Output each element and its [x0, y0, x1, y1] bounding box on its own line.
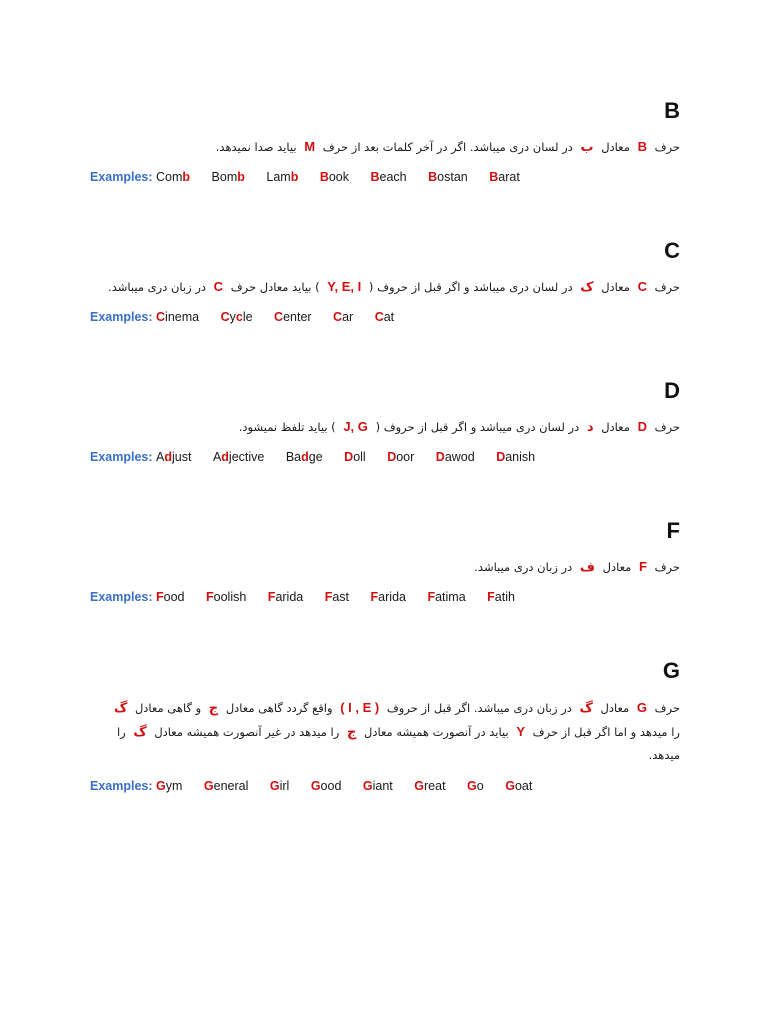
- rule-highlight: د: [586, 419, 594, 434]
- section-g: [88, 658, 680, 795]
- example-word: Book: [319, 170, 350, 184]
- rule-highlight: J, G: [343, 419, 368, 434]
- example-word: Bostan: [428, 170, 468, 184]
- rule-text-c: [88, 276, 680, 298]
- rule-text-d: [88, 416, 680, 438]
- rule-text-b: [88, 136, 680, 158]
- examples-row-b: [88, 168, 680, 186]
- example-word: Doll: [344, 450, 366, 464]
- example-word: Giant: [362, 779, 393, 793]
- example-word: Farida: [267, 590, 304, 604]
- rule-highlight: گ: [579, 700, 593, 715]
- examples-row-g: [88, 777, 680, 795]
- rule-word: ) بیاید معادل حرف: [230, 280, 320, 294]
- rule-highlight: M: [304, 139, 316, 154]
- letter-heading-b: B: [664, 98, 680, 123]
- example-word: Cinema: [156, 310, 200, 324]
- examples-label: Examples:: [90, 450, 153, 464]
- examples-label: Examples:: [90, 590, 153, 604]
- example-word: Center: [274, 310, 312, 324]
- rule-highlight: گ: [113, 700, 128, 715]
- rule-highlight: ک: [580, 279, 594, 294]
- rule-word: بیاید صدا نمیدهد.: [215, 140, 297, 154]
- rule-word: معادل: [601, 420, 630, 434]
- examples-row-d: [88, 448, 680, 466]
- example-word: Good: [310, 779, 342, 793]
- rule-word: معادل: [602, 560, 632, 574]
- rule-text-f: [88, 556, 680, 578]
- rule-highlight: ( I , E ): [340, 700, 380, 715]
- rule-word: حرف: [654, 420, 680, 434]
- examples-row-c: [88, 308, 680, 326]
- example-word: Foolish: [206, 590, 247, 604]
- example-word: Comb: [156, 170, 191, 184]
- example-word: Danish: [496, 450, 536, 464]
- rule-highlight: C: [213, 279, 224, 294]
- example-word: Farida: [370, 590, 406, 604]
- example-word: Gym: [156, 779, 183, 793]
- example-word: Bomb: [211, 170, 245, 184]
- example-word: Lamb: [266, 170, 299, 184]
- rule-word: معادل: [601, 140, 630, 154]
- rule-word: در لسان دری میباشد. اگر در آخر کلمات بعد از حرف: [322, 140, 573, 154]
- example-word: Fatih: [487, 590, 515, 604]
- rule-word: را میدهد.: [116, 725, 680, 762]
- rule-highlight: گ: [133, 724, 147, 739]
- example-word: Barat: [489, 170, 520, 184]
- example-word: Car: [333, 310, 354, 324]
- letter-heading-d: D: [664, 378, 680, 403]
- example-word: General: [203, 779, 249, 793]
- rule-highlight: Y, E, I: [327, 279, 362, 294]
- example-word: Badge: [285, 450, 323, 464]
- example-word: Girl: [269, 779, 290, 793]
- rule-word: حرف: [654, 140, 680, 154]
- example-word: Beach: [370, 170, 407, 184]
- rule-word: در زبان دری میباشد.: [108, 280, 206, 294]
- rule-highlight: G: [636, 700, 647, 715]
- examples-label: Examples:: [90, 170, 153, 184]
- example-word: Cycle: [220, 310, 253, 324]
- rule-word: حرف: [654, 701, 680, 715]
- rule-word: معادل: [600, 701, 630, 715]
- rule-word: در لسان دری میباشد و اگر قبل از حروف (: [368, 280, 573, 294]
- rule-highlight: ج: [208, 700, 219, 715]
- rule-word: معادل: [601, 280, 630, 294]
- example-word: Go: [467, 779, 484, 793]
- rule-text-g: [88, 696, 680, 767]
- examples-label: Examples:: [90, 310, 153, 324]
- rule-word: حرف: [654, 280, 680, 294]
- rule-highlight: Y: [516, 724, 525, 739]
- rule-word: بیاید در آنصورت همیشه معادل: [363, 725, 509, 739]
- section-f: [88, 518, 680, 606]
- rule-word: واقع گردد گاهی معادل: [225, 701, 333, 715]
- rule-highlight: C: [637, 279, 647, 294]
- example-word: Goat: [505, 779, 533, 793]
- example-word: Fast: [324, 590, 350, 604]
- example-word: Food: [156, 590, 185, 604]
- rule-highlight: ف: [579, 559, 595, 574]
- rule-highlight: ب: [580, 139, 594, 154]
- example-word: Cat: [374, 310, 395, 324]
- letter-heading-g: G: [662, 658, 680, 683]
- rule-word: در زبان دری میباشد.: [474, 560, 573, 574]
- rule-word: و گاهی معادل: [134, 701, 202, 715]
- rule-highlight: F: [639, 559, 647, 574]
- rule-word: را میدهد و اما اگر قبل از حرف: [532, 725, 680, 739]
- examples-label: Examples:: [90, 779, 153, 793]
- section-c: [88, 238, 680, 326]
- rule-word: را میدهد در غیر آنصورت همیشه معادل: [154, 725, 340, 739]
- example-word: Adjective: [212, 450, 265, 464]
- letter-heading-f: F: [666, 518, 680, 543]
- example-word: Door: [387, 450, 415, 464]
- letter-heading-c: C: [664, 238, 680, 263]
- rule-word: در لسان دری میباشد و اگر قبل از حروف (: [375, 420, 580, 434]
- rule-highlight: ج: [346, 724, 357, 739]
- rule-word: حرف: [654, 560, 680, 574]
- rule-word: در زبان دری میباشد. اگر قبل از حروف: [386, 701, 572, 715]
- example-word: Adjust: [156, 450, 192, 464]
- examples-row-f: [88, 588, 680, 606]
- example-word: Great: [414, 779, 446, 793]
- example-word: Fatima: [427, 590, 466, 604]
- rule-word: ) بیاید تلفظ نمیشود.: [238, 420, 336, 434]
- rule-highlight: B: [637, 139, 647, 154]
- rule-highlight: D: [637, 419, 647, 434]
- section-d: [88, 378, 680, 466]
- section-b: [88, 98, 680, 186]
- example-word: Dawod: [435, 450, 475, 464]
